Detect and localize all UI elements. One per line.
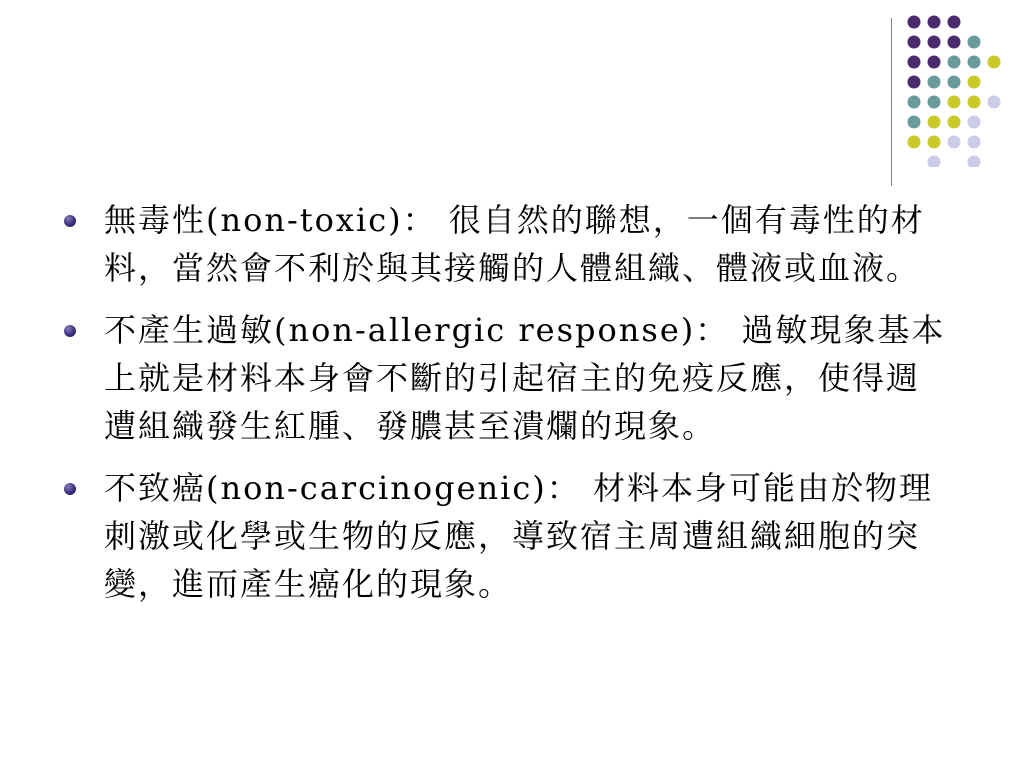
decorative-dot (908, 16, 921, 29)
decorative-dot (968, 96, 981, 109)
decorative-dot (928, 36, 941, 49)
bullet-text: 不產生過敏(non-allergic response)： 過敏現象基本上就是材料本身會不斷的引起宿主的免疫反應，使得週遭組織發生紅腫、發膿甚至潰爛的現象。 (104, 311, 946, 445)
decorative-dot (908, 36, 921, 49)
bullet-dot-icon (64, 325, 76, 337)
vertical-divider-line (891, 18, 892, 186)
bullet-text: 無毒性(non-toxic)： 很自然的聯想，一個有毒性的材料，當然會不利於與其接觸的人體組織、體液或血液。 (104, 201, 925, 287)
decorative-dot (928, 96, 941, 109)
decorative-dot (908, 116, 921, 129)
decorative-dot (948, 36, 961, 49)
decorative-dot (908, 96, 921, 109)
decorative-dot (928, 56, 941, 69)
decorative-dot (928, 16, 941, 29)
decorative-dot (928, 116, 941, 129)
decorative-dot (968, 136, 981, 149)
bullet-item-non-allergic (62, 306, 952, 450)
decorative-dot (968, 56, 981, 69)
decorative-dot (908, 76, 921, 89)
decorative-dot (928, 156, 941, 168)
decorative-dot (948, 96, 961, 109)
decorative-dot (928, 136, 941, 149)
bullet-item-non-carcinogenic (62, 464, 952, 608)
decorative-dot (988, 56, 1001, 69)
decorative-dot (928, 76, 941, 89)
dot-grid-graphic (906, 12, 1016, 167)
decorative-dot (968, 116, 981, 129)
decorative-dot (968, 156, 981, 168)
decorative-dot (908, 136, 921, 149)
decorative-dot (948, 56, 961, 69)
bullet-dot-icon (64, 215, 76, 227)
decorative-dot (988, 96, 1001, 109)
decorative-dot (968, 76, 981, 89)
bullet-dot-icon (64, 483, 76, 495)
decorative-dot (968, 36, 981, 49)
decorative-dot-grid (906, 12, 1016, 167)
decorative-dot (948, 116, 961, 129)
decorative-dot (948, 16, 961, 29)
decorative-dot (908, 56, 921, 69)
bullet-list (62, 196, 962, 622)
decorative-dot (948, 136, 961, 149)
decorative-dot (948, 76, 961, 89)
bullet-text: 不致癌(non-carcinogenic)： 材料本身可能由於物理刺激或化學或生物的反應，導致宿主周遭組織細胞的突變，進而產生癌化的現象。 (104, 469, 933, 603)
bullet-item-non-toxic (62, 196, 952, 292)
